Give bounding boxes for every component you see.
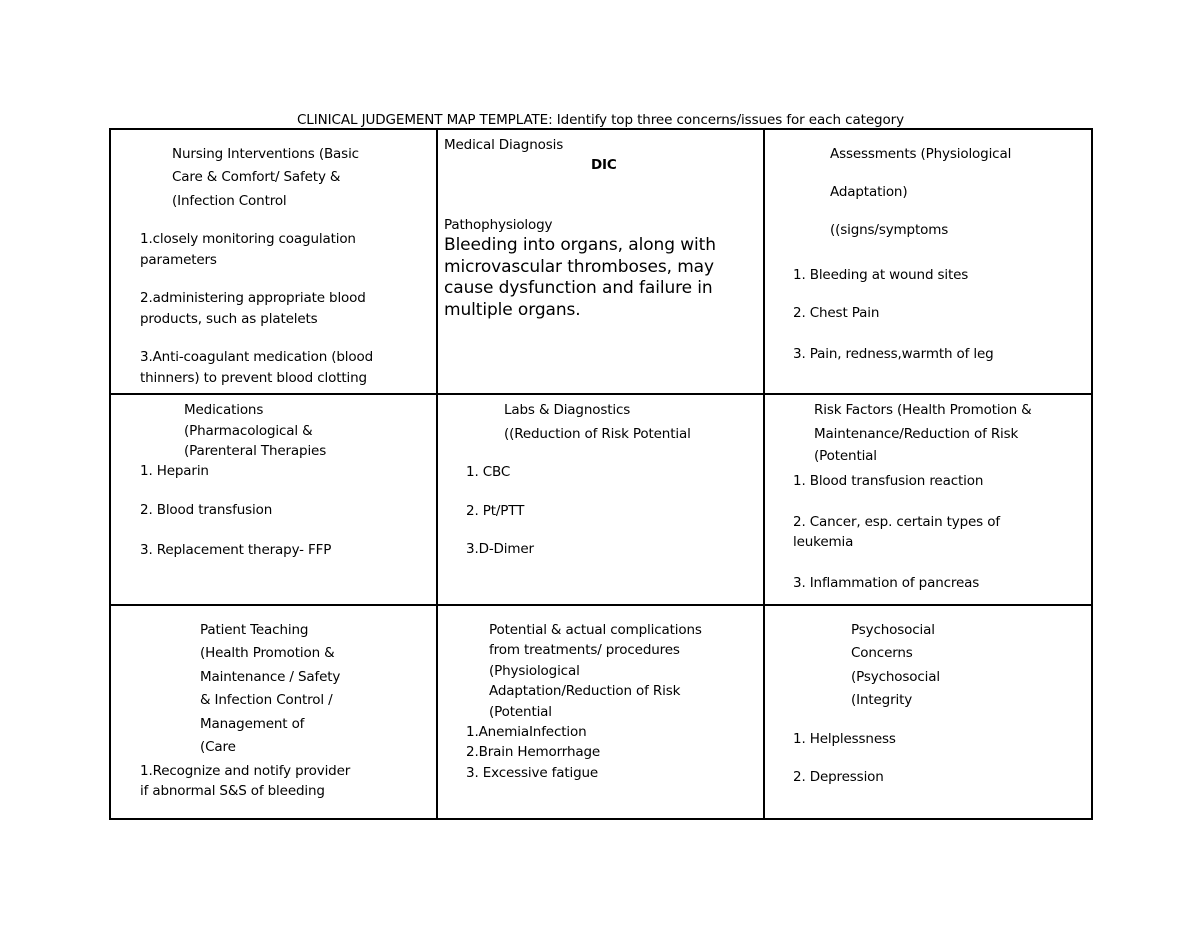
medications-cell bbox=[110, 394, 437, 605]
nursing-intervention-item-3-line-2: thinners) to prevent blood clotting bbox=[140, 370, 367, 386]
psychosocial-heading-line-1: Psychosocial bbox=[851, 622, 935, 638]
psychosocial-heading-line-4: (Integrity bbox=[851, 692, 913, 708]
medication-item-2: 2. Blood transfusion bbox=[140, 502, 273, 518]
assessments-heading-line-3: ((signs/symptoms bbox=[830, 222, 949, 238]
complication-item-1: 1.AnemiaInfection bbox=[466, 724, 587, 740]
complications-heading-line-3: (Physiological bbox=[489, 663, 580, 679]
risk-factors-heading-line-2: Maintenance/Reduction of Risk bbox=[814, 426, 1019, 442]
psychosocial-heading-line-2: Concerns bbox=[851, 645, 913, 661]
risk-factors-cell bbox=[764, 394, 1092, 605]
assessment-item-2: 2. Chest Pain bbox=[793, 305, 880, 321]
medications-heading-line-1: Medications bbox=[184, 402, 264, 418]
patient-teaching-heading-line-6: (Care bbox=[200, 739, 236, 755]
risk-factor-item-2-line-2: leukemia bbox=[793, 534, 854, 550]
patient-teaching-heading-line-3: Maintenance / Safety bbox=[200, 669, 341, 685]
nursing-intervention-item-2-line-2: products, such as platelets bbox=[140, 311, 318, 327]
complications-heading-line-2: from treatments/ procedures bbox=[489, 642, 680, 658]
medications-heading-line-2: (Pharmacological & bbox=[184, 423, 313, 439]
assessments-heading-line-1: Assessments (Physiological bbox=[830, 146, 1012, 162]
lab-item-2: 2. Pt/PTT bbox=[466, 503, 525, 519]
nursing-intervention-item-3-line-1: 3.Anti-coagulant medication (blood bbox=[140, 349, 374, 365]
medical-diagnosis-cell bbox=[437, 129, 764, 394]
complications-heading-line-4: Adaptation/Reduction of Risk bbox=[489, 683, 681, 699]
risk-factor-item-3: 3. Inflammation of pancreas bbox=[793, 575, 980, 591]
patient-teaching-item-1-line-1: 1.Recognize and notify provider bbox=[140, 763, 351, 779]
nursing-intervention-item-1-line-1: 1.closely monitoring coagulation bbox=[140, 231, 356, 247]
labs-heading-line-1: Labs & Diagnostics bbox=[504, 402, 631, 418]
medical-diagnosis-value: DIC bbox=[591, 157, 617, 173]
risk-factor-item-1: 1. Blood transfusion reaction bbox=[793, 473, 984, 489]
assessments-heading-line-2: Adaptation) bbox=[830, 184, 908, 200]
pathophysiology-text-line-4: multiple organs. bbox=[444, 300, 581, 320]
complications-heading-line-5: (Potential bbox=[489, 704, 552, 720]
nursing-interventions-heading-line-1: Nursing Interventions (Basic bbox=[172, 146, 359, 162]
patient-teaching-heading-line-2: (Health Promotion & bbox=[200, 645, 335, 661]
nursing-intervention-item-2-line-1: 2.administering appropriate blood bbox=[140, 290, 366, 306]
complication-item-3: 3. Excessive fatigue bbox=[466, 765, 599, 781]
complications-cell bbox=[437, 605, 764, 819]
psychosocial-item-2: 2. Depression bbox=[793, 769, 884, 785]
patient-teaching-heading-line-5: Management of bbox=[200, 716, 305, 732]
labs-diagnostics-cell bbox=[437, 394, 764, 605]
lab-item-1: 1. CBC bbox=[466, 464, 511, 480]
page-title: CLINICAL JUDGEMENT MAP TEMPLATE: Identify top three concerns/issues for each category bbox=[296, 112, 905, 128]
assessments-cell bbox=[764, 129, 1092, 394]
patient-teaching-item-1-line-2: if abnormal S&S of bleeding bbox=[140, 783, 325, 799]
pathophysiology-heading: Pathophysiology bbox=[444, 217, 553, 233]
pathophysiology-text-line-1: Bleeding into organs, along with bbox=[444, 235, 716, 255]
psychosocial-heading-line-3: (Psychosocial bbox=[851, 669, 940, 685]
pathophysiology-text-line-3: cause dysfunction and failure in bbox=[444, 278, 713, 298]
medication-item-1: 1. Heparin bbox=[140, 463, 209, 479]
patient-teaching-heading-line-4: & Infection Control / bbox=[200, 692, 333, 708]
medication-item-3: 3. Replacement therapy- FFP bbox=[140, 542, 332, 558]
psychosocial-item-1: 1. Helplessness bbox=[793, 731, 896, 747]
clinical-judgement-map-table bbox=[109, 128, 1093, 820]
risk-factors-heading-line-1: Risk Factors (Health Promotion & bbox=[814, 402, 1032, 418]
medications-heading-line-3: (Parenteral Therapies bbox=[184, 443, 327, 459]
assessment-item-1: 1. Bleeding at wound sites bbox=[793, 267, 969, 283]
pathophysiology-text-line-2: microvascular thromboses, may bbox=[444, 257, 714, 277]
lab-item-3: 3.D-Dimer bbox=[466, 541, 534, 557]
medical-diagnosis-heading: Medical Diagnosis bbox=[444, 137, 564, 153]
labs-heading-line-2: ((Reduction of Risk Potential bbox=[504, 426, 691, 442]
complications-heading-line-1: Potential & actual complications bbox=[489, 622, 702, 638]
patient-teaching-heading-line-1: Patient Teaching bbox=[200, 622, 309, 638]
risk-factors-heading-line-3: (Potential bbox=[814, 448, 877, 464]
nursing-interventions-heading-line-3: (Infection Control bbox=[172, 193, 287, 209]
nursing-interventions-heading-line-2: Care & Comfort/ Safety & bbox=[172, 169, 341, 185]
nursing-intervention-item-1-line-2: parameters bbox=[140, 252, 217, 268]
assessment-item-3: 3. Pain, redness,warmth of leg bbox=[793, 346, 994, 362]
nursing-interventions-cell bbox=[110, 129, 437, 394]
complication-item-2: 2.Brain Hemorrhage bbox=[466, 744, 601, 760]
risk-factor-item-2-line-1: 2. Cancer, esp. certain types of bbox=[793, 514, 1000, 530]
psychosocial-cell bbox=[764, 605, 1092, 819]
patient-teaching-cell bbox=[110, 605, 437, 819]
